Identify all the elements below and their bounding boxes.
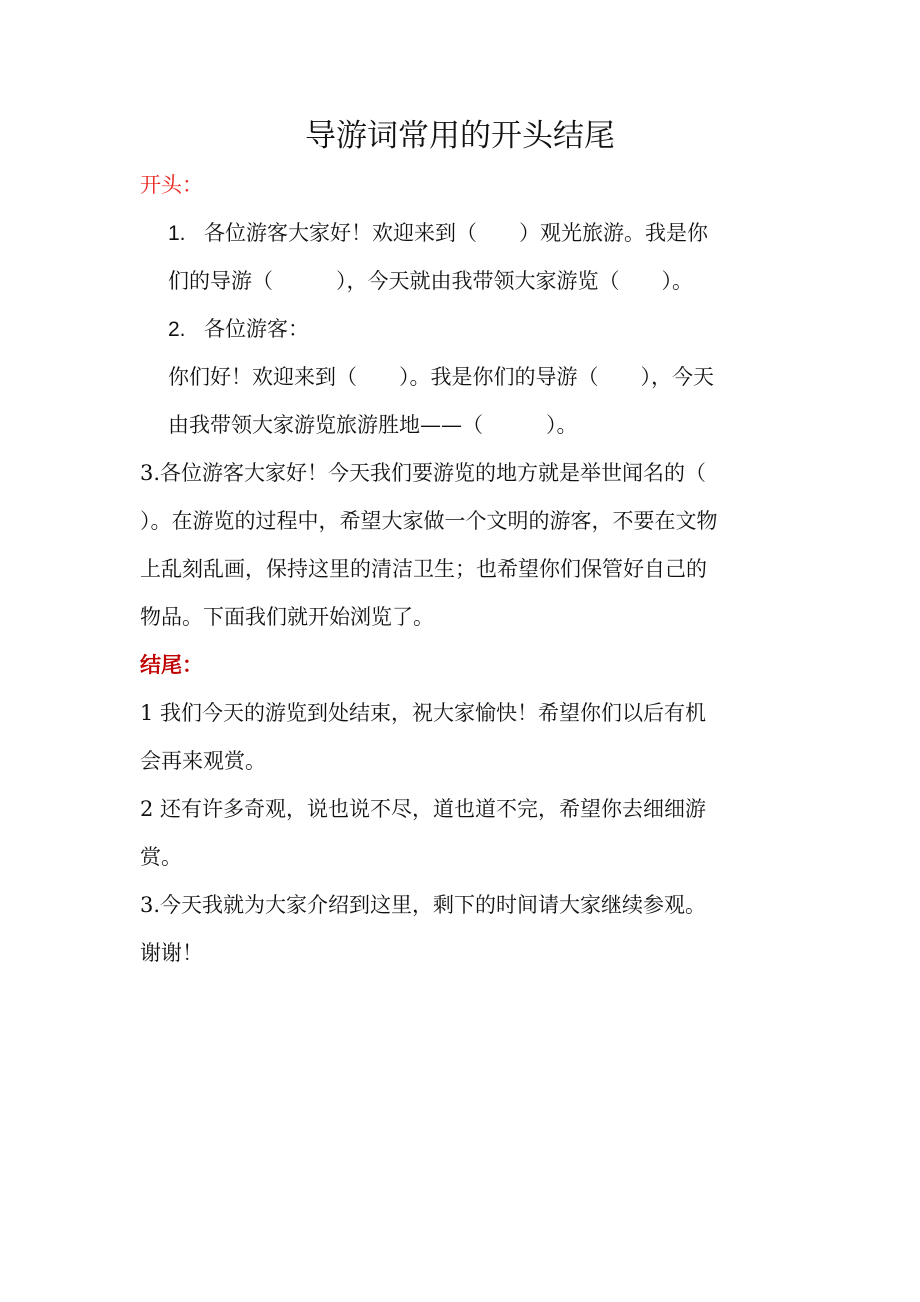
- ending-item-3-line-1: 3.今天我就为大家介绍到这里，剩下的时间请大家继续参观。: [140, 893, 707, 917]
- opening-heading: 开头：: [140, 173, 203, 197]
- ending-item-2-line-2: 赏。: [140, 845, 182, 869]
- opening-item-1-text: 各位游客大家好！欢迎来到（ ）观光旅游。我是你: [204, 221, 708, 245]
- opening-item-2-line-3: 由我带领大家游览旅游胜地——（ ）。: [168, 413, 578, 437]
- document-title: 导游词常用的开头结尾: [305, 118, 615, 154]
- ending-item-2-line-1: 2 还有许多奇观，说也说不尽，道也道不完，希望你去细细游: [140, 797, 707, 821]
- opening-item-1-line-1: [168, 218, 708, 249]
- ending-heading: 结尾：: [140, 652, 203, 677]
- opening-item-3-line-4: 物品。下面我们就开始浏览了。: [140, 605, 434, 629]
- opening-item-2-line-1: [168, 314, 309, 345]
- opening-item-2-number: 2.: [168, 318, 186, 341]
- ending-item-3-line-2: 谢谢！: [140, 941, 203, 965]
- opening-item-2-line-2: 你们好！欢迎来到（ ）。我是你们的导游（ ），今天: [168, 365, 714, 389]
- opening-item-1-line-2: 们的导游（ ），今天就由我带领大家游览（ ）。: [168, 269, 693, 293]
- opening-item-3-line-3: 上乱刻乱画，保持这里的清洁卫生；也希望你们保管好自己的: [140, 557, 707, 581]
- ending-item-1-line-2: 会再来观赏。: [140, 749, 266, 773]
- opening-item-1-number: 1.: [168, 222, 186, 245]
- ending-item-1-line-1: 1 我们今天的游览到处结束，祝大家愉快！希望你们以后有机: [140, 701, 707, 725]
- opening-item-3-line-1: 3.各位游客大家好！今天我们要游览的地方就是举世闻名的（: [140, 461, 707, 485]
- opening-item-3-line-2: ）。在游览的过程中，希望大家做一个文明的游客，不要在文物: [140, 509, 718, 533]
- opening-item-2-text: 各位游客：: [204, 317, 309, 341]
